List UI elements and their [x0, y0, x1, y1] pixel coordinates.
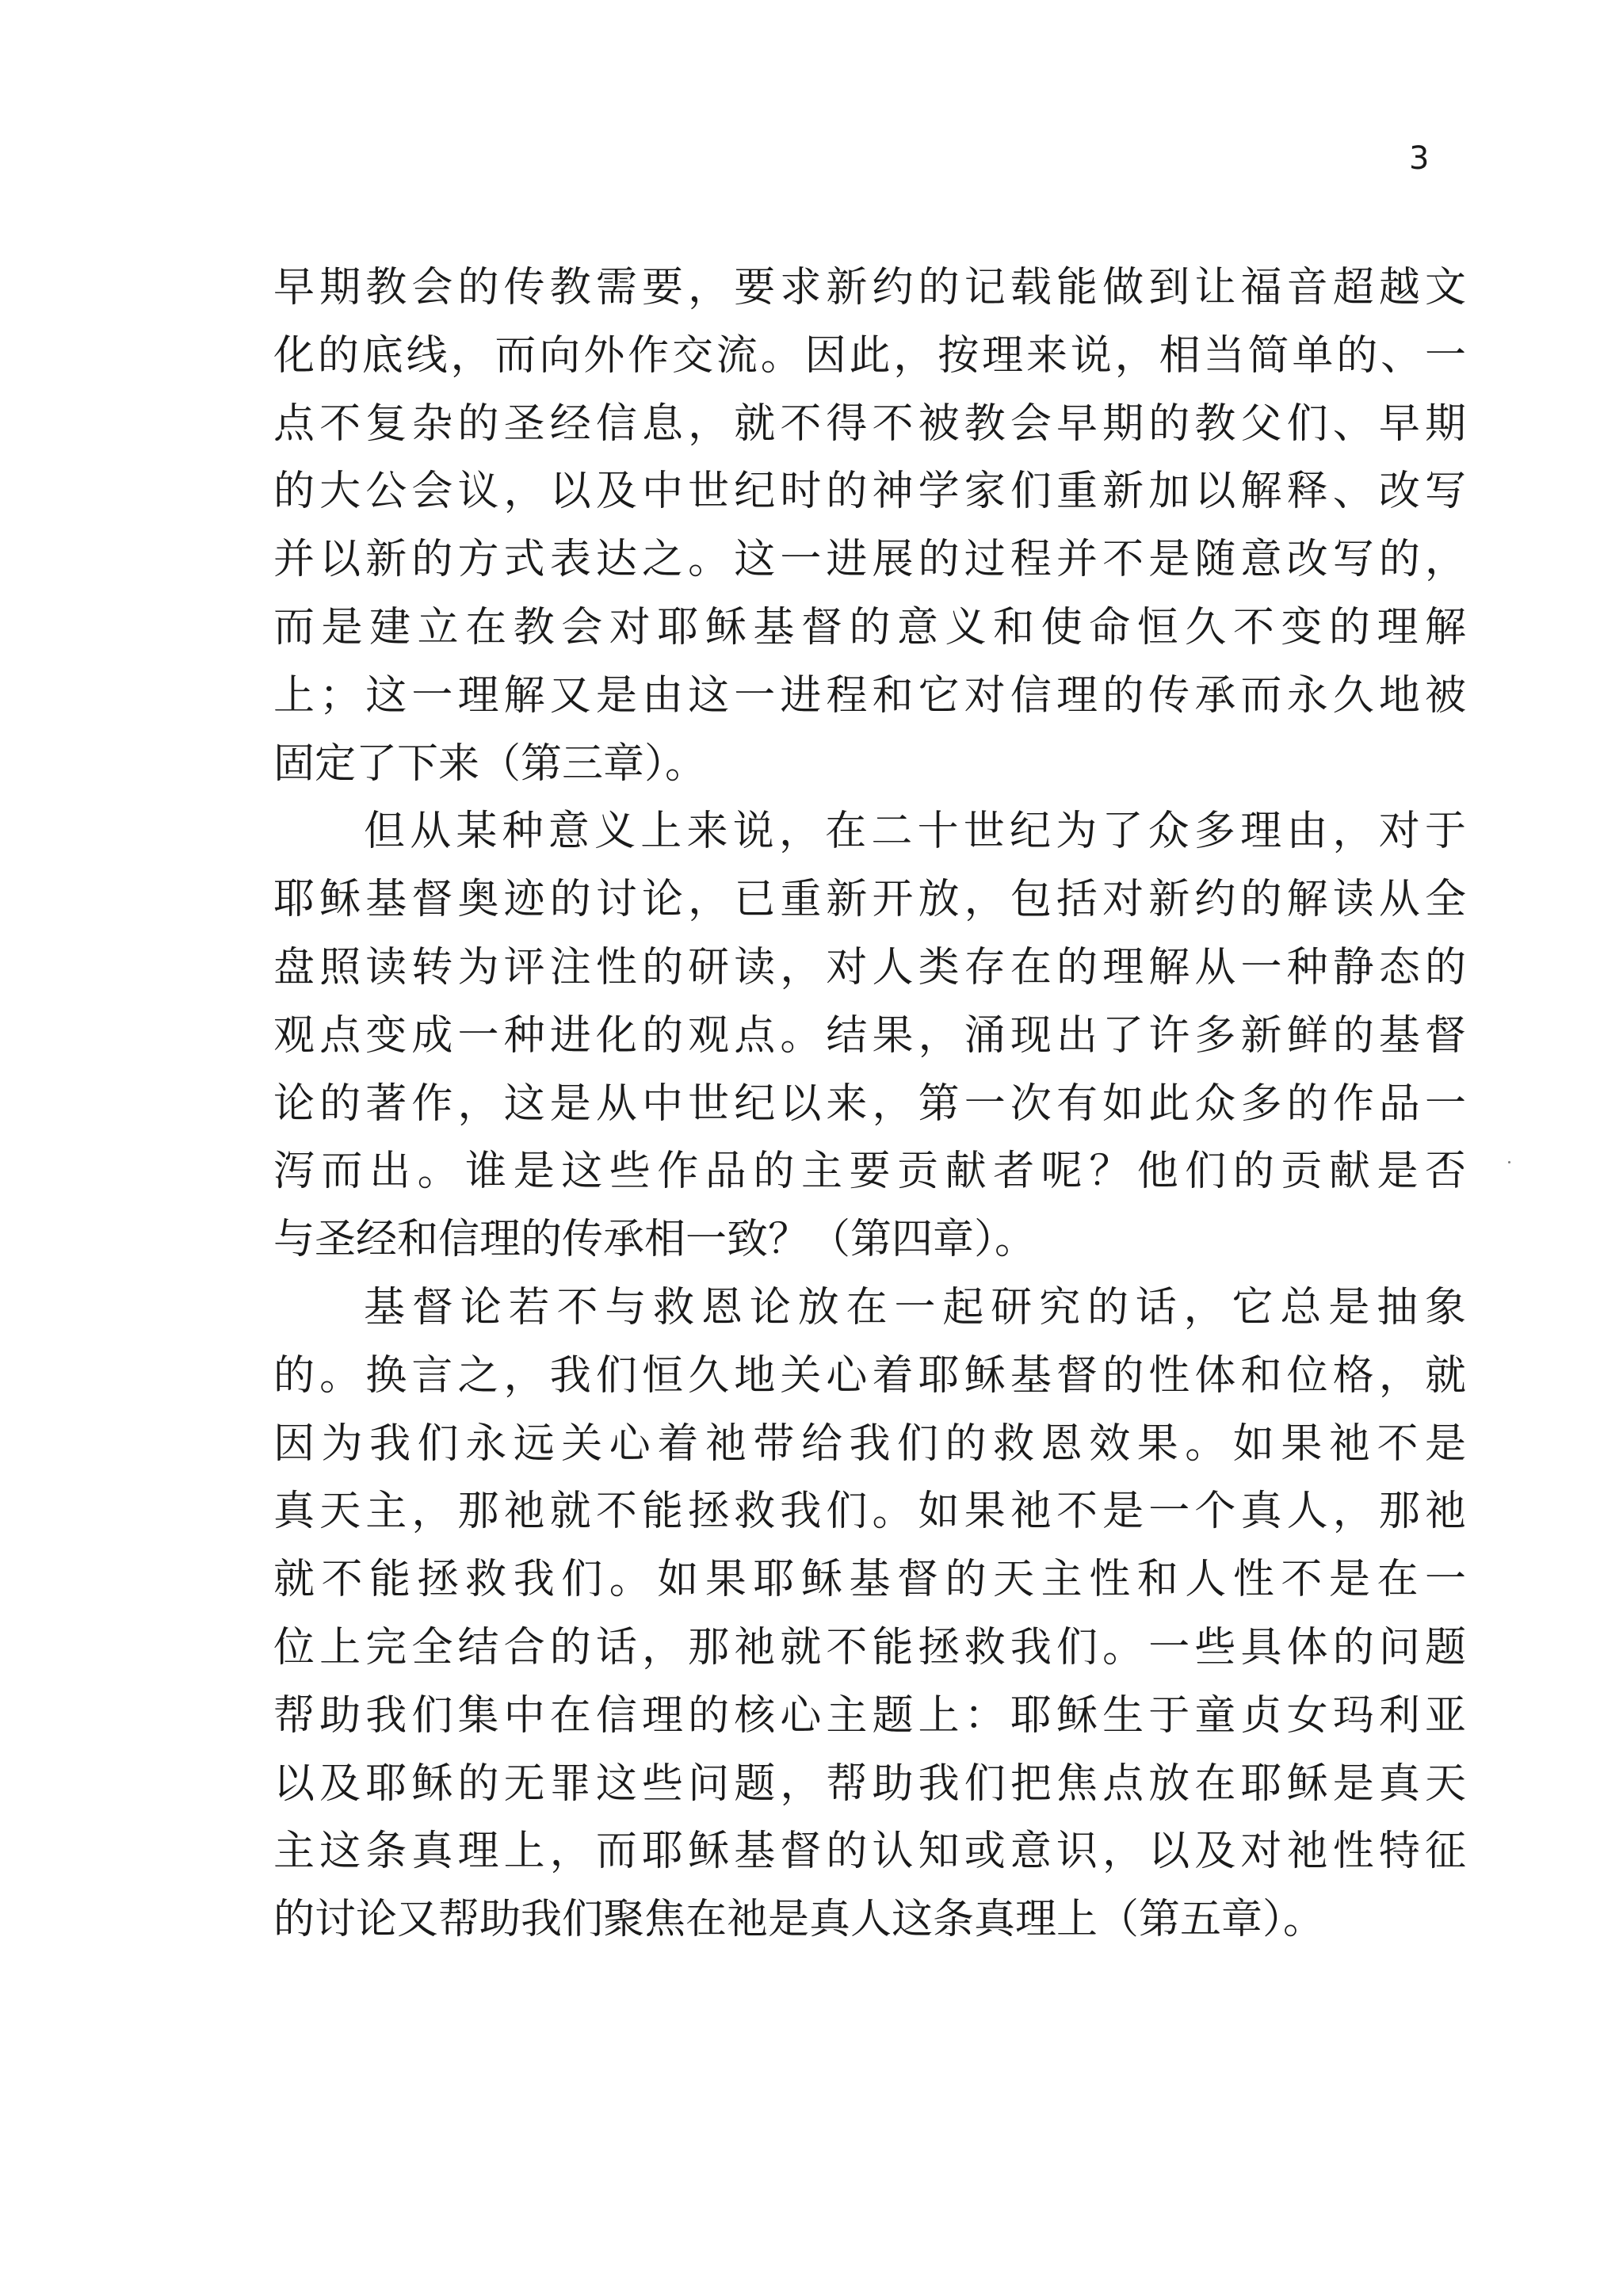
- page-number: 3: [1409, 140, 1430, 177]
- text-line: 真天主，那祂就不能拯救我们。如果祂不是一个真人，那祂: [273, 1488, 1466, 1536]
- text-line: 与圣经和信理的传承相一致？（第四章）。: [273, 1216, 1037, 1264]
- text-line: 而是建立在教会对耶稣基督的意义和使命恒久不变的理解: [273, 603, 1466, 651]
- text-line: 观点变成一种进化的观点。结果，涌现出了许多新鲜的基督: [273, 1011, 1466, 1060]
- body-text: [273, 254, 1466, 1954]
- text-line: 的讨论又帮助我们聚焦在祂是真人这条真理上（第五章）。: [273, 1896, 1325, 1944]
- text-line: 的大公会议，以及中世纪时的神学家们重新加以解释、改写: [273, 468, 1466, 516]
- paragraph-1: [273, 254, 1466, 797]
- text-line: 帮助我们集中在信理的核心主题上：耶稣生于童贞女玛利亚: [273, 1691, 1466, 1740]
- paragraph-3: [273, 1274, 1466, 1954]
- text-line: 基督论若不与救恩论放在一起研究的话，它总是抽象: [364, 1283, 1466, 1331]
- text-line: 上；这一理解又是由这一进程和它对信理的传承而永久地被: [273, 671, 1466, 720]
- text-line: 泻而出。谁是这些作品的主要贡献者呢？他们的贡献是否: [273, 1148, 1466, 1196]
- text-line: 并以新的方式表达之。这一进展的过程并不是随意改写的，: [273, 536, 1466, 584]
- text-line: 主这条真理上，而耶稣基督的认知或意识，以及对祂性特征: [273, 1828, 1466, 1876]
- text-line: 因为我们永远关心着祂带给我们的救恩效果。如果祂不是: [273, 1419, 1466, 1468]
- scan-speck: [1508, 1161, 1510, 1163]
- text-line: 但从某种意义上来说，在二十世纪为了众多理由，对于: [364, 808, 1466, 856]
- text-line: 位上完全结合的话，那祂就不能拯救我们。一些具体的问题: [273, 1623, 1466, 1671]
- text-line: 的。换言之，我们恒久地关心着耶稣基督的性体和位格，就: [273, 1351, 1466, 1400]
- text-line: 化的底线，而向外作交流。因此，按理来说，相当简单的、一: [273, 331, 1466, 380]
- text-line: 论的著作，这是从中世纪以来，第一次有如此众多的作品一: [273, 1079, 1466, 1128]
- text-line: 耶稣基督奥迹的讨论，已重新开放，包括对新约的解读从全: [273, 876, 1466, 924]
- paragraph-2: [273, 797, 1466, 1274]
- text-line: 早期教会的传教需要，要求新约的记载能做到让福音超越文: [273, 264, 1466, 311]
- text-line: 盘照读转为评注性的研读，对人类存在的理解从一种静态的: [273, 943, 1466, 991]
- text-line: 就不能拯救我们。如果耶稣基督的天主性和人性不是在一: [273, 1556, 1466, 1604]
- text-line: 固定了下来（第三章）。: [273, 739, 707, 788]
- text-line: 以及耶稣的无罪这些问题，帮助我们把焦点放在耶稣是真天: [273, 1759, 1466, 1808]
- text-line: 点不复杂的圣经信息，就不得不被教会早期的教父们、早期: [273, 399, 1466, 448]
